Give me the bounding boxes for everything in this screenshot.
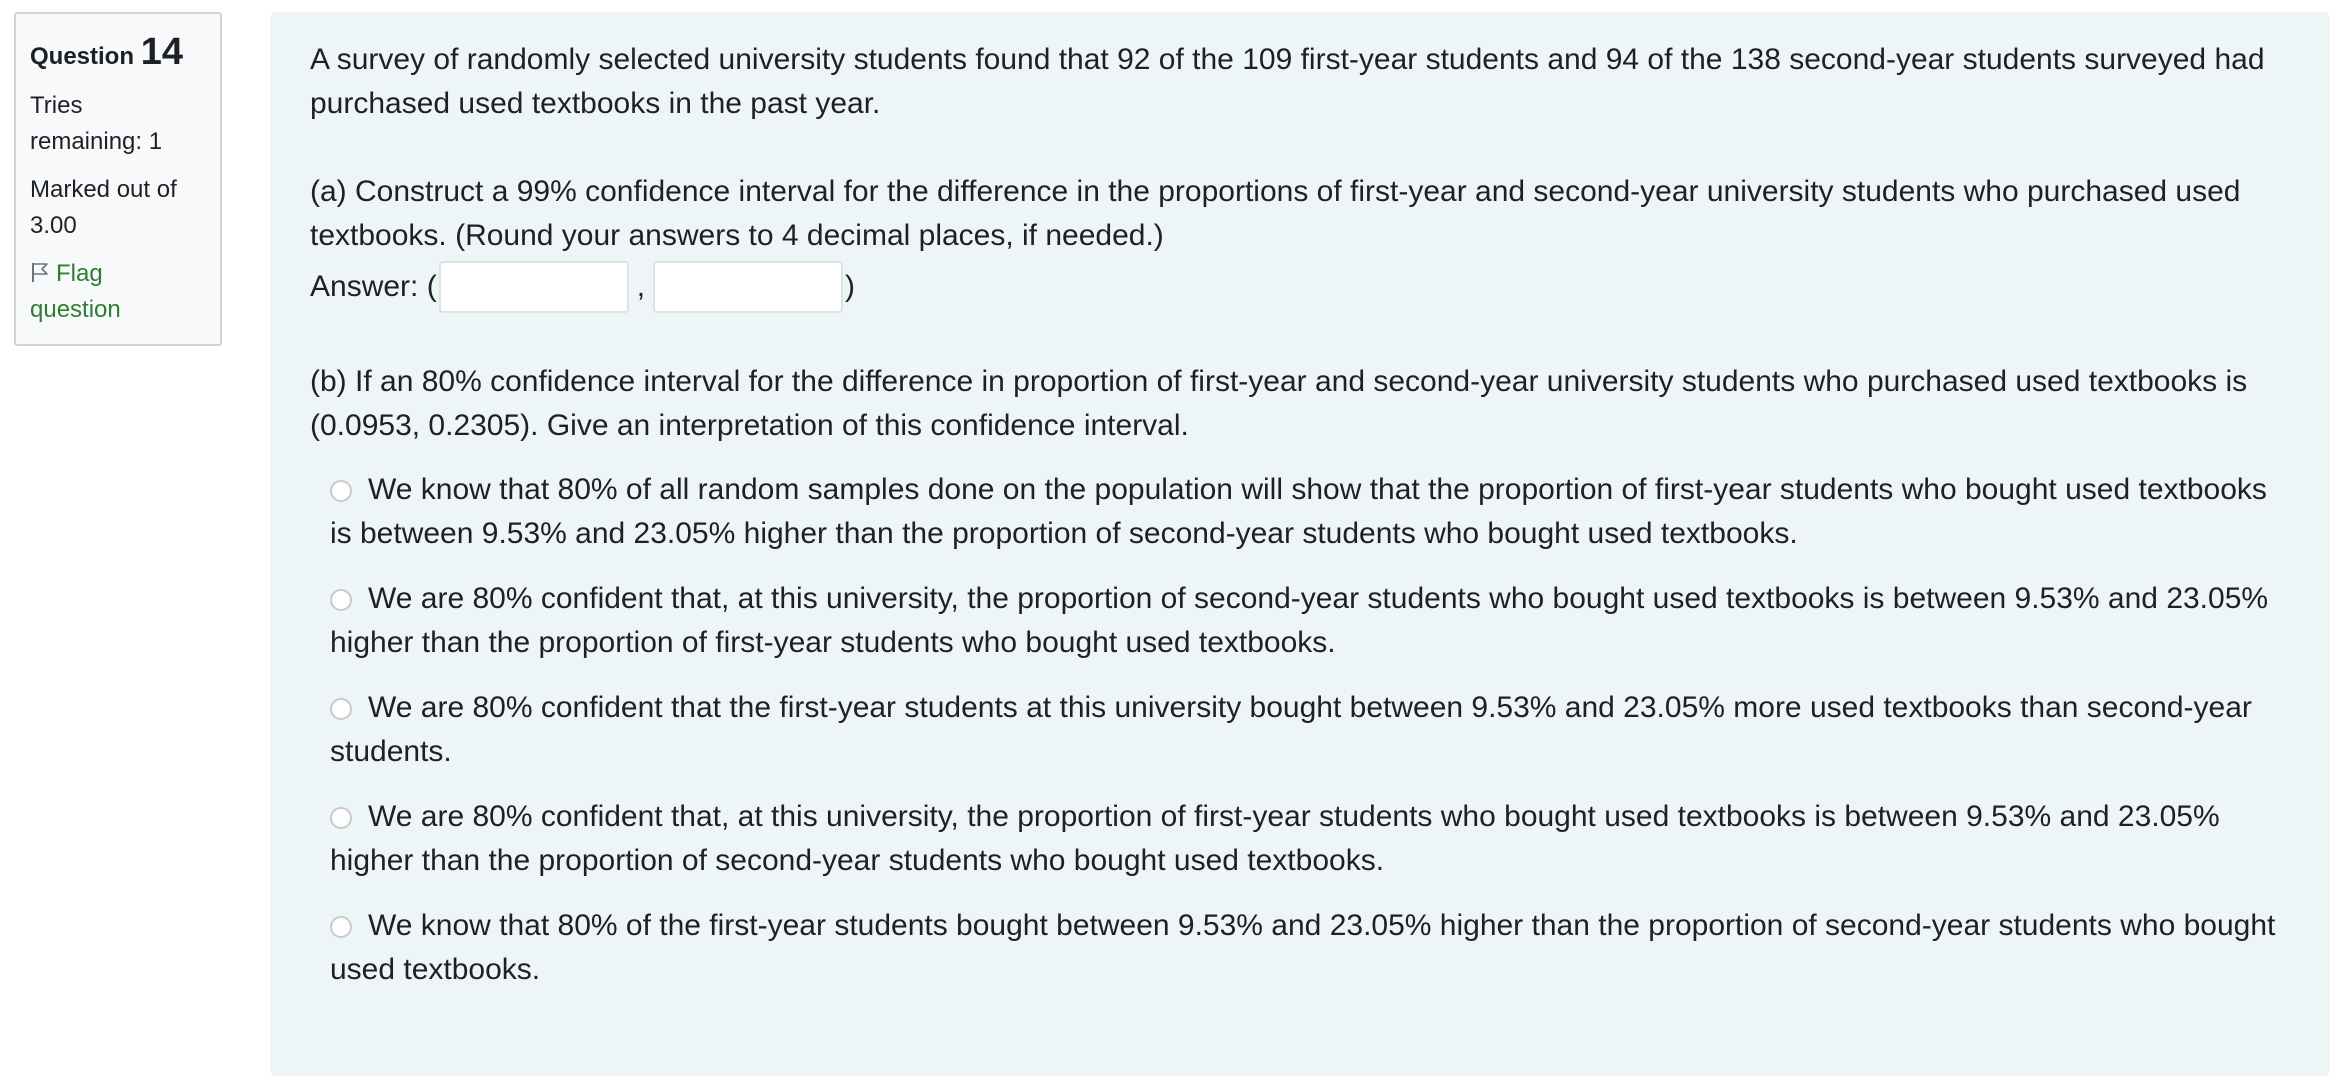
flag-label-line-2: question	[30, 295, 121, 323]
tries-line-2: remaining: 1	[30, 127, 163, 155]
marked-out-of	[30, 172, 206, 244]
option-text: We know that 80% of all random samples done on the population will show that the proportion of first-year students who bought used textbooks is between 9.53% and 23.05% higher than the proportion of second-year students who bought used textbooks.	[330, 473, 2267, 550]
radio-button[interactable]	[330, 480, 352, 502]
radio-button[interactable]	[330, 916, 352, 938]
part-b-prompt: (b) If an 80% confidence interval for the difference in proportion of first-year and second-year university students who purchased used textbooks is (0.0953, 0.2305). Give an interpretation of this confidence interval.	[310, 365, 2248, 442]
marked-line-1: Marked out of	[30, 175, 177, 203]
flag-label-line-1: Flag	[56, 259, 103, 287]
answer-row	[310, 258, 2290, 316]
question-intro: A survey of randomly selected university students found that 92 of the 109 first-year students and 94 of the 138 second-year students surveyed had purchased used textbooks in the past year.	[310, 43, 2265, 120]
option-text: We are 80% confident that, at this university, the proportion of second-year students who bought used textbooks is between 9.53% and 23.05% higher than the proportion of first-year students who bought used textbooks.	[330, 582, 2269, 659]
option-text: We are 80% confident that, at this university, the proportion of first-year students who bought used textbooks is between 9.53% and 23.05% higher than the proportion of second-year students who bought used textbooks.	[330, 800, 2220, 877]
tries-line-1: Tries	[30, 91, 83, 119]
question-info-panel	[14, 12, 222, 346]
radio-button[interactable]	[330, 589, 352, 611]
answer-label: Answer: (	[310, 270, 437, 303]
question-number: 14	[140, 31, 183, 73]
marked-line-2: 3.00	[30, 211, 77, 239]
answer-options	[310, 468, 2290, 992]
lower-bound-input[interactable]	[439, 261, 629, 313]
answer-separator: ,	[636, 270, 646, 303]
option-4[interactable]	[330, 795, 2290, 883]
option-1[interactable]	[330, 468, 2290, 556]
question-label: Question	[30, 43, 135, 70]
part-a-prompt: (a) Construct a 99% confidence interval for the difference in the proportions of first-year and second-year university students who purchased used textbooks. (Round your answers to 4 decimal places, if needed.)	[310, 175, 2241, 252]
radio-button[interactable]	[330, 807, 352, 829]
option-3[interactable]	[330, 686, 2290, 774]
answer-close-paren: )	[845, 270, 856, 303]
radio-button[interactable]	[330, 698, 352, 720]
option-text: We are 80% confident that the first-year students at this university bought between 9.53% and 23.05% more used textbooks than second-year students.	[330, 691, 2252, 768]
flag-question-link[interactable]	[30, 256, 206, 328]
option-2[interactable]	[330, 577, 2290, 665]
question-title	[30, 30, 206, 76]
option-5[interactable]	[330, 904, 2290, 992]
tries-remaining	[30, 88, 206, 160]
upper-bound-input[interactable]	[653, 261, 843, 313]
option-text: We know that 80% of the first-year students bought between 9.53% and 23.05% higher than the proportion of second-year students who bought used textbooks.	[330, 909, 2276, 986]
question-content	[270, 12, 2330, 1076]
flag-icon	[30, 261, 50, 283]
